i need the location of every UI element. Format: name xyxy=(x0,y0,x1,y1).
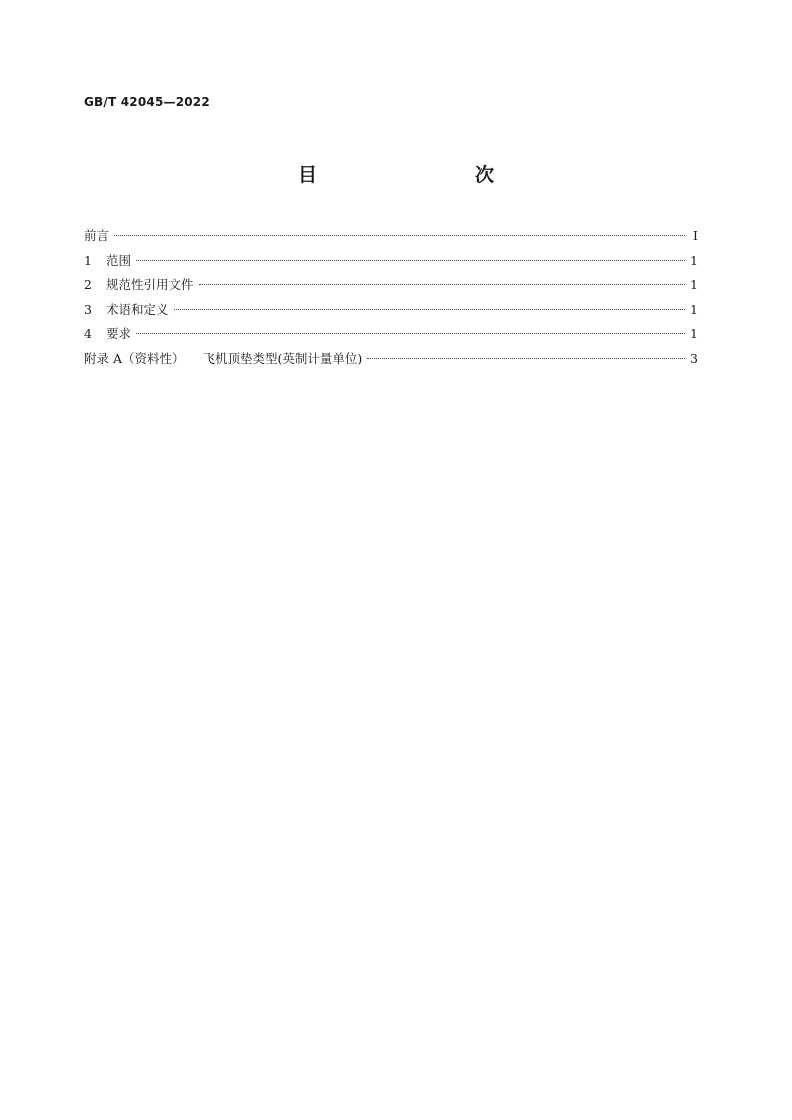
toc-page-number: 1 xyxy=(690,326,698,341)
toc-entry-label: 术语和定义 xyxy=(106,301,169,317)
standard-code: GB/T 42045—2022 xyxy=(84,95,210,109)
toc-entry-label: 规范性引用文件 xyxy=(106,277,194,292)
page-title: 目 次 xyxy=(297,164,534,186)
toc-entry-scope[interactable] xyxy=(84,251,698,276)
toc-entry-number: 2 xyxy=(84,277,92,292)
toc-entry-label: 要求 xyxy=(106,326,132,341)
toc-page-number: Ⅰ xyxy=(693,228,698,243)
toc-entry-appendix-a[interactable] xyxy=(84,349,698,374)
toc-leader-dots xyxy=(367,358,685,359)
toc-page-number: 1 xyxy=(690,277,698,292)
toc-leader-dots xyxy=(174,309,685,310)
toc-page-number: 1 xyxy=(690,301,698,317)
toc-leader-dots xyxy=(114,235,685,236)
toc-appendix-prefix: 附录 A（资料性） xyxy=(84,350,185,366)
toc-entry-terms-definitions[interactable] xyxy=(84,300,698,325)
toc-leader-dots xyxy=(136,333,685,334)
toc-entry-label: 飞机顶垫类型(英制计量单位) xyxy=(202,350,363,366)
toc-entry-requirements[interactable] xyxy=(84,324,698,349)
toc-leader-dots xyxy=(136,260,685,261)
toc-entry-number: 4 xyxy=(84,326,92,341)
toc-entry-number: 1 xyxy=(84,252,92,268)
toc-entry-label: 前言 xyxy=(84,228,110,243)
toc-entry-preface[interactable] xyxy=(84,226,698,251)
toc-entry-label: 范围 xyxy=(106,252,132,268)
toc-page-number: 1 xyxy=(690,252,698,268)
toc-entry-number: 3 xyxy=(84,301,92,317)
toc-leader-dots xyxy=(199,284,685,285)
toc-entry-normative-references[interactable] xyxy=(84,275,698,300)
toc-page-number: 3 xyxy=(690,350,698,366)
table-of-contents xyxy=(84,226,698,373)
